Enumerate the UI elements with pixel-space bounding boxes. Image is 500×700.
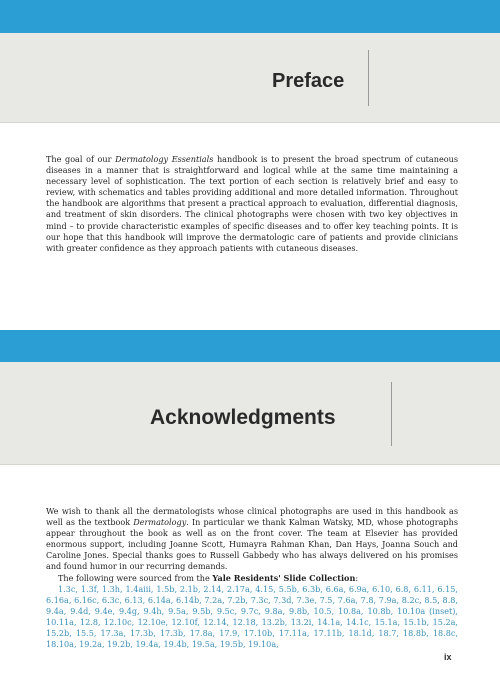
preface-body-part-1: The goal of our [46, 154, 116, 164]
acknowledgments-body-part-1: We wish to thank all the dermatologists whose clinical photographs are used in this handbook as well as the textbook [46, 506, 458, 528]
acknowledgments-band-divider [391, 382, 392, 446]
acknowledgments-title: Acknowledgments [150, 406, 336, 429]
figure-reference-list: 1.3c, 1.3f, 1.3h, 1.4aiii, 1.5b, 2.1b, 2.14, 2.17a, 4.15, 5.5b, 6.3b, 6.6a, 6.9a, 6.10, 6.8, 6.11, 6.15, 6.16a, 6.16c, 6.3c, 6.13, 6.14a, 6.14b, 7.2a, 7.2b, 7.3c, 7.3d, 7.3e, 7.5, 7.6a, 7.8, 7.9a, 8.2c, 8.5, 8.8, 9.4a, 9.4d, 9.4e, 9.4g, 9.4h, 9.5a, 9.5b, 9.5c, 9.7c, 9.8a, 9.8b, 10.5, 10.8a, 10.8b, 10.10a (inset), 10.11a, 12.8, 12.10c, 12.10e, 12.10f, 12.14, 12.18, 13.2b, 13.2i, 14.1a, 14.1c, 15.1a, 15.1b, 15.2a, 15.2b, 15.5, 17.3a, 17.3b, 17.3b, 17.8a, 17.9, 17.10b, 17.11a, 17.11b, 18.1d, 18.7, 18.8b, 18.8c, 18.10a, 19.2a, 19.2b, 19.4a, 19.4b, 19.5a, 19.5b, 19.10a, [46, 584, 458, 650]
preface-band-divider [368, 50, 369, 106]
preface-blue-band [0, 0, 500, 33]
sources-lead: The following were sourced from the [58, 573, 213, 583]
preface-gray-band [0, 33, 500, 123]
preface-body-part-2: handbook is to present the broad spectrum of cutaneous diseases in a manner that is straightforward and logical while at the same time maintaining a necessary level of sophistication. The text portion of each section is relatively brief and easy to review, with schematics and tables providing additional and more detailed information. Throughout the handbook are algorithms that present a practical approach to evaluation, differential diagnosis, and treatment of skin disorders. The clinical photographs were chosen with two key objectives in mind – to provide characteristic examples of specific diseases and to offer key teaching points. It is our hope that this handbook will improve the dermatologic care of patients and provide clinicians with greater confidence as they approach patients with cutaneous diseases. [46, 154, 458, 253]
slide-collection-name: Yale Residents' Slide Collection [212, 573, 356, 583]
preface-book-title: Dermatology Essentials [115, 154, 214, 164]
sources-colon: : [355, 573, 359, 583]
acknowledgments-body-part-2: . In particular we thank Kalman Watsky, MD, whose photographs appear throughout the book as well as on the front cover. The team at Elsevier has provided enormous support, including Joanne Scott, Humayra Rahman Khan, Dan Hays, Joanna Souch and Caroline Jones. Special thanks goes to Russell Gabbedy who has always delivered on his promises and found humor in our recurring demands. [46, 517, 458, 572]
preface-body [46, 154, 458, 254]
acknowledgments-book-title: Dermatology [133, 517, 187, 528]
acknowledgments-blue-band [0, 330, 500, 362]
page-number: ix [444, 652, 452, 662]
sources-intro [58, 573, 358, 584]
acknowledgments-body [46, 506, 458, 573]
preface-title: Preface [272, 70, 345, 92]
